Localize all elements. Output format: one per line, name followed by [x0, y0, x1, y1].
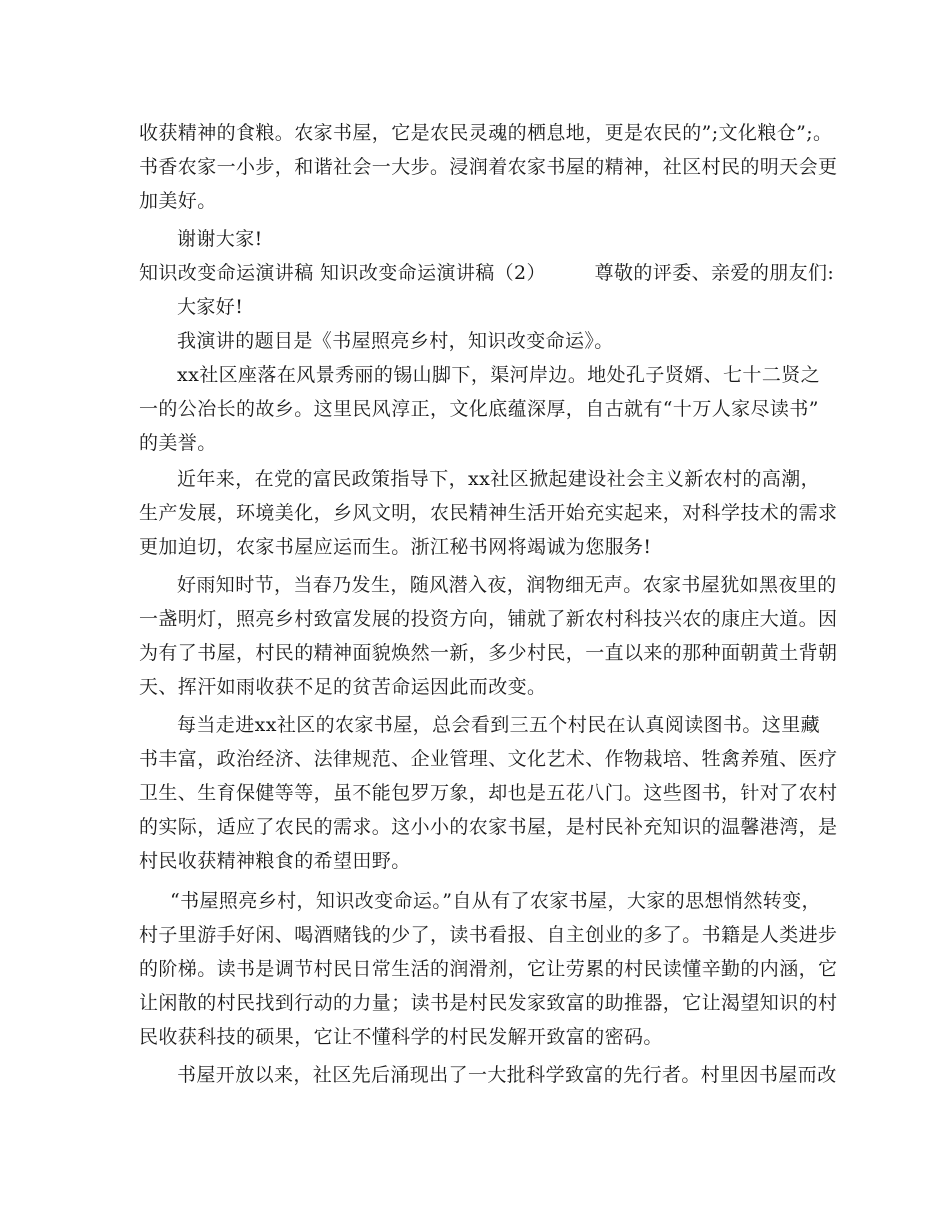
text-line: 天、挥汗如雨收获不足的贫苦命运因此而改变。 [139, 676, 547, 698]
text-line: 加美好。 [139, 190, 217, 212]
text-line: 大家好! [177, 296, 244, 318]
text-line: 村民收获精神粮食的希望田野。 [139, 850, 411, 872]
text-line: 生产发展，环境美化，乡风文明，农民精神生活开始充实起来，对科学技术的需求 [139, 502, 838, 524]
text-line: 更加迫切，农家书屋应运而生。浙江秘书网将竭诚为您服务! [139, 536, 652, 558]
text-line: 知识改变命运演讲稿 知识改变命运演讲稿（2） 尊敬的评委、亲爱的朋友们: [139, 262, 835, 284]
text-line: 书香农家一小步，和谐社会一大步。浸润着农家书屋的精神，社区村民的明天会更 [139, 156, 838, 178]
text-line: “书屋照亮乡村，知识改变命运。”自从有了农家书屋，大家的思想悄然转变， [170, 890, 821, 912]
text-line: 卫生、生育保健等等，虽不能包罗万象，却也是五花八门。这些图书，针对了农村 [139, 782, 838, 804]
text-line: 收获精神的食粮。农家书屋，它是农民灵魂的栖息地，更是农民的”;文化粮仓”;。 [139, 122, 833, 144]
text-line: 一的公冶长的故乡。这里民风淳正，文化底蕴深厚，自古就有“十万人家尽读书” [139, 398, 819, 420]
text-line: xx社区座落在风景秀丽的锡山脚下，渠河岸边。地处孔子贤婿、七十二贤之 [177, 364, 821, 386]
text-line: 每当走进xx社区的农家书屋，总会看到三五个村民在认真阅读图书。这里藏 [177, 714, 821, 736]
text-line: 谢谢大家! [177, 228, 263, 250]
text-line: 书丰富，政治经济、法律规范、企业管理、文化艺术、作物栽培、牲禽养殖、医疗 [139, 748, 838, 770]
text-line: 为有了书屋，村民的精神面貌焕然一新，多少村民，一直以来的那种面朝黄土背朝 [139, 642, 838, 664]
text-line: 的美誉。 [139, 432, 217, 454]
text-line: 我演讲的题目是《书屋照亮乡村，知识改变命运》。 [177, 330, 614, 352]
text-line: 近年来，在党的富民政策指导下，xx社区掀起建设社会主义新农村的高潮， [177, 468, 821, 490]
text-line: 书屋开放以来，社区先后涌现出了一大批科学致富的先行者。村里因书屋而改 [177, 1064, 837, 1086]
text-line: 好雨知时节，当春乃发生，随风潜入夜，润物细无声。农家书屋犹如黑夜里的 [177, 574, 837, 596]
text-line: 让闲散的村民找到行动的力量；读书是村民发家致富的助推器，它让渴望知识的村 [139, 992, 838, 1014]
text-line: 村子里游手好闲、喝酒赌钱的少了，读书看报、自主创业的多了。书籍是人类进步 [139, 924, 838, 946]
text-line: 民收获科技的硕果，它让不懂科学的村民发解开致富的密码。 [139, 1026, 663, 1048]
text-line: 的实际，适应了农民的需求。这小小的农家书屋，是村民补充知识的温馨港湾，是 [139, 816, 838, 838]
text-line: 的阶梯。读书是调节村民日常生活的润滑剂，它让劳累的村民读懂辛勤的内涵，它 [139, 958, 838, 980]
text-line: 一盏明灯，照亮乡村致富发展的投资方向，铺就了新农村科技兴农的康庄大道。因 [139, 608, 838, 630]
